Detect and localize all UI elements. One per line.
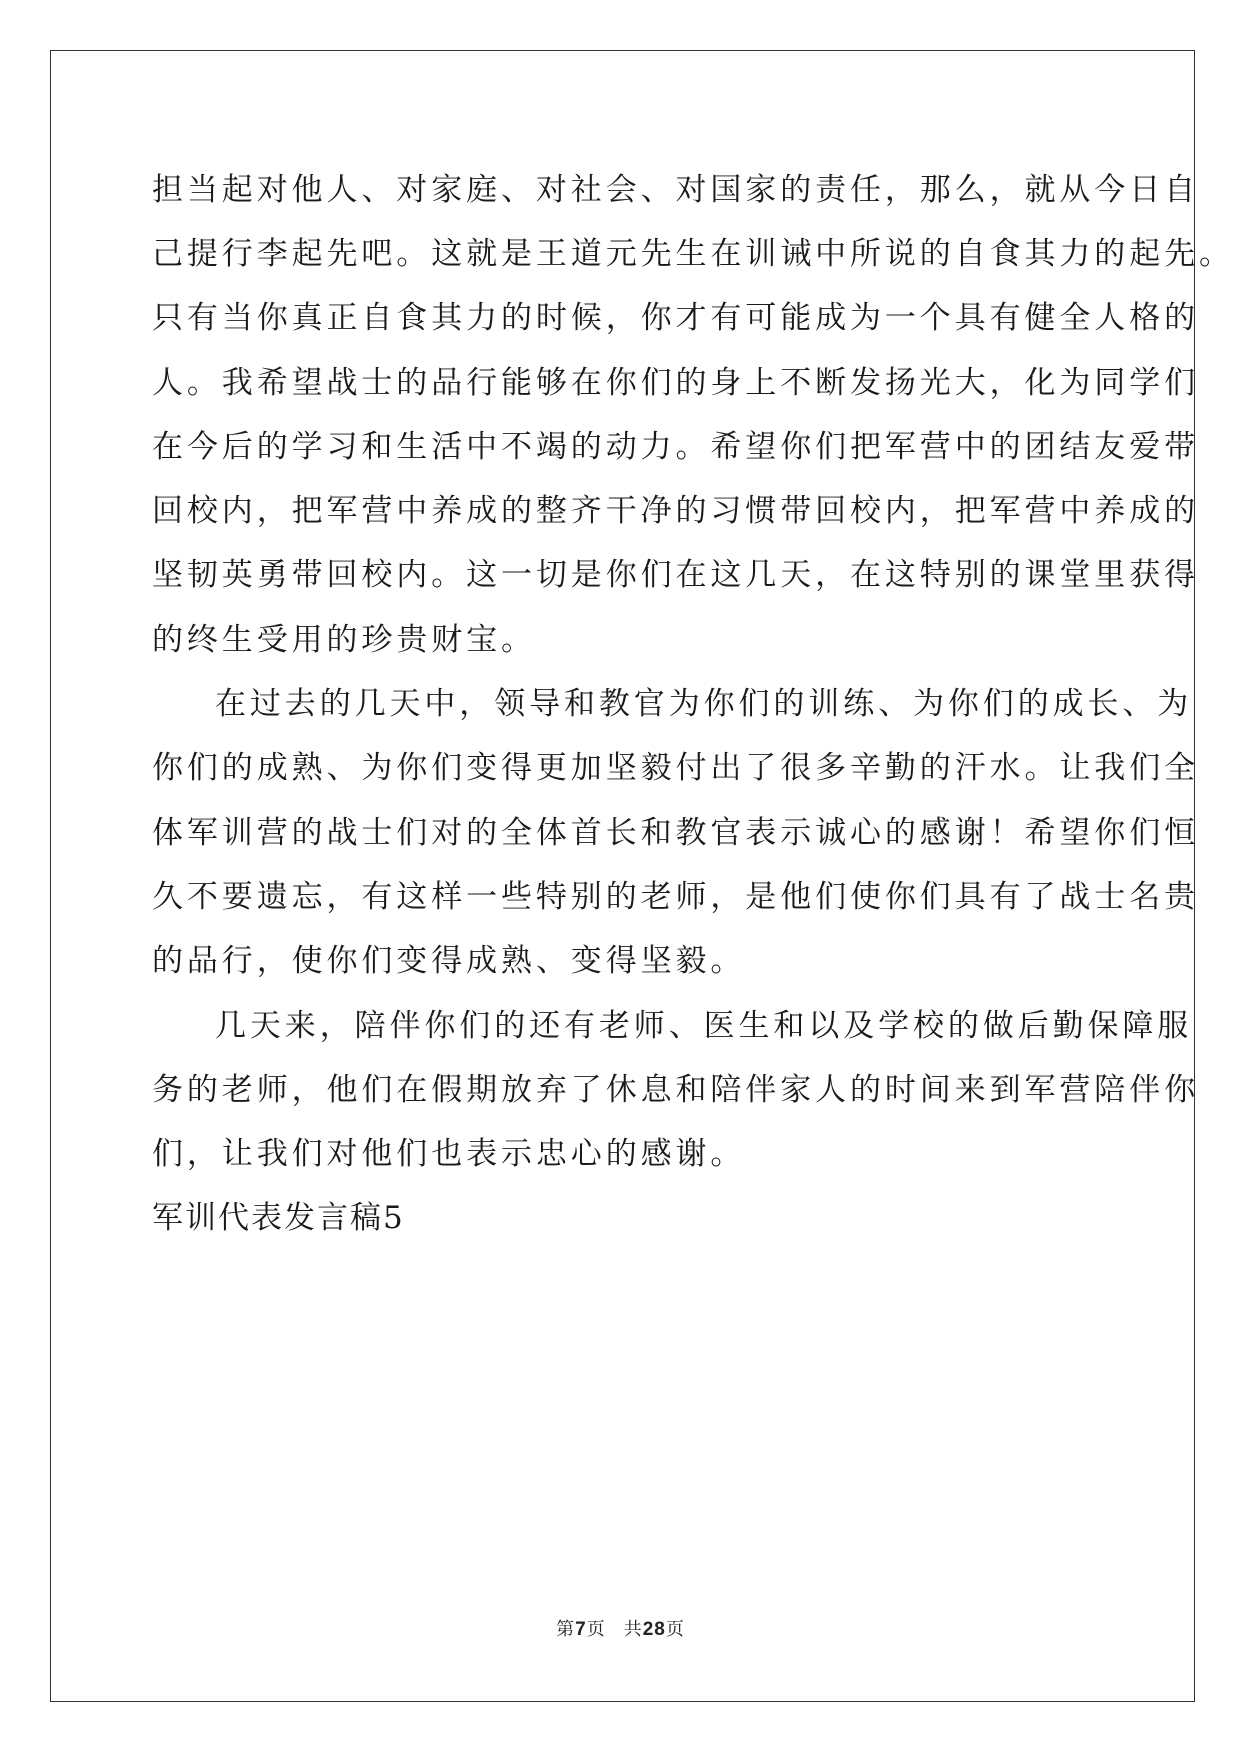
page-number: 7 bbox=[575, 1619, 587, 1640]
body-line-12: 久不要遗忘，有这样一些特别的老师，是他们使你们具有了战士名贵 bbox=[152, 879, 1199, 915]
body-line-7: 坚韧英勇带回校内。这一切是你们在这几天，在这特别的课堂里获得 bbox=[152, 557, 1199, 593]
body-line-14: 几天来，陪伴你们的还有老师、医生和以及学校的做后勤保障服 bbox=[215, 1008, 1193, 1044]
body-line-6: 回校内，把军营中养成的整齐干净的习惯带回校内，把军营中养成的 bbox=[152, 493, 1199, 529]
body-line-5: 在今后的学习和生活中不竭的动力。希望你们把军营中的团结友爱带 bbox=[152, 429, 1199, 465]
footer-page-suffix: 页 bbox=[586, 1619, 606, 1640]
body-line-4: 人。我希望战士的品行能够在你们的身上不断发扬光大，化为同学们 bbox=[152, 365, 1199, 401]
body-line-9: 在过去的几天中，领导和教官为你们的训练、为你们的成长、为 bbox=[215, 686, 1193, 722]
page-footer bbox=[0, 1618, 1241, 1642]
body-line-11: 体军训营的战士们对的全体首长和教官表示诚心的感谢！希望你们恒 bbox=[152, 815, 1199, 851]
section-heading: 军训代表发言稿5 bbox=[152, 1200, 405, 1236]
total-pages: 28 bbox=[642, 1619, 666, 1640]
body-line-8: 的终生受用的珍贵财宝。 bbox=[152, 622, 536, 658]
body-line-1: 担当起对他人、对家庭、对社会、对国家的责任，那么，就从今日自 bbox=[152, 172, 1199, 208]
footer-prefix: 第 bbox=[556, 1619, 576, 1640]
body-line-10: 你们的成熟、为你们变得更加坚毅付出了很多辛勤的汗水。让我们全 bbox=[152, 750, 1199, 786]
body-line-2: 己提行李起先吧。这就是王道元先生在训诫中所说的自食其力的起先。 bbox=[152, 236, 1234, 272]
body-line-13: 的品行，使你们变得成熟、变得坚毅。 bbox=[152, 943, 746, 979]
body-line-16: 们，让我们对他们也表示忠心的感谢。 bbox=[152, 1136, 746, 1172]
footer-total-prefix: 共 bbox=[623, 1619, 643, 1640]
body-line-15: 务的老师，他们在假期放弃了休息和陪伴家人的时间来到军营陪伴你 bbox=[152, 1072, 1199, 1108]
body-line-3: 只有当你真正自食其力的时候，你才有可能成为一个具有健全人格的 bbox=[152, 300, 1199, 336]
footer-total-suffix: 页 bbox=[665, 1619, 685, 1640]
